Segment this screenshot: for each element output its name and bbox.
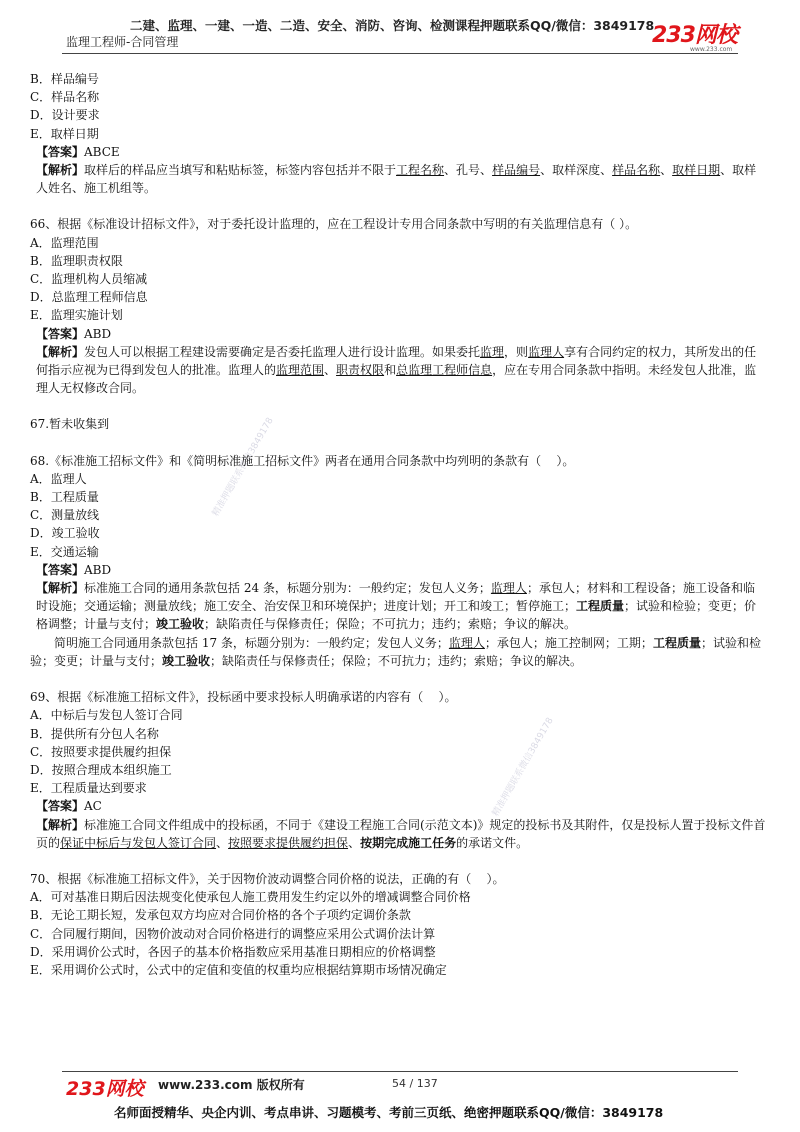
footer-promo: 名师面授精华、央企内训、考点串讲、习题模考、考前三页纸、绝密押题联系QQ/微信：3849178 — [114, 1105, 664, 1120]
option: E．交通运输 — [30, 544, 99, 559]
text-run: 、 — [660, 163, 673, 178]
text-run: ；缺陷责任与保修责任；保险；不可抗力；违约；索赔；争议的解决。 — [210, 653, 583, 668]
text-run: 和 — [384, 363, 397, 378]
option: A．监理范围 — [30, 235, 99, 250]
question-68: 68.《标准施工招标文件》和《简明标准施工招标文件》两者在通用合同条款中均列明的条款有（ ）。 — [30, 453, 575, 468]
underlined-text: 取样日期 — [672, 163, 721, 178]
underlined-text: 保证中标后与发包人签订合同 — [60, 835, 217, 850]
answer-value: AC — [84, 799, 102, 814]
answer-66 — [30, 325, 766, 343]
text-run: 发包人可以根据工程建设需要确定是否委托监理人进行设计监理。如果委托 — [84, 344, 481, 359]
analysis-66 — [30, 343, 766, 398]
footer-copyright: www.233.com 版权所有 — [158, 1078, 305, 1092]
answer-label: 【答案】 — [36, 326, 85, 341]
bold-text: 工程质量 — [652, 635, 701, 650]
site-logo-url: www.233.com — [690, 46, 733, 53]
answer-label: 【答案】 — [36, 562, 85, 577]
text-run: 、孔号、 — [444, 163, 493, 178]
text-run: ，则 — [504, 344, 529, 359]
question-70: 70、根据《标准施工招标文件》，关于因物价波动调整合同价格的说法，正确的有（ ）。 — [30, 871, 505, 886]
answer-label: 【答案】 — [36, 799, 85, 814]
site-logo: 233网校 — [652, 23, 737, 48]
answer-69 — [30, 797, 766, 815]
option: D．采用调价公式时，各因子的基本价格指数应采用基准日期相应的价格调整 — [30, 944, 436, 959]
option: D．按照合理成本组织施工 — [30, 762, 172, 777]
underlined-text: 按照要求提供履约担保 — [228, 835, 349, 850]
footer-logo: 233网校 — [66, 1078, 144, 1100]
option: E．工程质量达到要求 — [30, 781, 147, 796]
document-body — [30, 70, 766, 979]
analysis-label: 【解析】 — [36, 163, 85, 178]
question-69: 69、根据《标准施工招标文件》，投标函中要求投标人明确承诺的内容有（ ）。 — [30, 690, 457, 705]
text-run: 简明施工合同通用条款包括 17 条，标题分别为：一般约定；发包人义务； — [54, 635, 449, 650]
question-66-options — [30, 234, 766, 325]
option: B．样品编号 — [30, 72, 99, 86]
answer-68 — [30, 561, 766, 579]
underlined-text: 职责权限 — [336, 363, 385, 378]
bold-text: 按期完成施工任务 — [360, 835, 457, 850]
text-run: 标准施工合同文件组成中的投标函，不同于《建设工程施工合同(示范文本)》规定的投标书及其附件，仅是投标人置于投标文件首页的 — [36, 817, 766, 850]
question-67: 67.暂未收集到 — [30, 417, 110, 432]
option: E．监理实施计划 — [30, 308, 123, 323]
watermark: 精准押题联系微信3849178 — [210, 416, 276, 519]
question-68-options — [30, 470, 766, 561]
question-69-options — [30, 706, 766, 797]
answer-65 — [30, 143, 766, 161]
analysis-text — [30, 636, 761, 668]
analysis-68-cont — [30, 634, 766, 670]
analysis-text — [36, 818, 765, 850]
underlined-text: 样品名称 — [612, 163, 661, 178]
option: B．提供所有分包人名称 — [30, 726, 159, 741]
option: A．监理人 — [30, 471, 87, 486]
analysis-68 — [30, 579, 766, 634]
bold-text: 工程质量 — [576, 599, 625, 614]
answer-value: ABD — [84, 326, 112, 341]
option: C．按照要求提供履约担保 — [30, 744, 172, 759]
option: D．竣工验收 — [30, 526, 100, 541]
analysis-text — [36, 345, 756, 395]
text-run: 、取样深度、 — [540, 163, 613, 178]
text-run: ；承包人；施工控制网；工期； — [484, 635, 653, 650]
option: E．采用调价公式时，公式中的定值和变值的权重均应根据结算期市场情况确定 — [30, 962, 447, 977]
analysis-label: 【解析】 — [36, 817, 85, 832]
option: B．工程质量 — [30, 490, 99, 505]
analysis-text — [36, 163, 756, 195]
header-promo: 二建、监理、一建、一造、二造、安全、消防、咨询、检测课程押题联系QQ/微信：3849178 — [130, 18, 655, 33]
underlined-text: 监理范围 — [276, 363, 325, 378]
option: A．可对基准日期后因法规变化使承包人施工费用发生约定以外的增减调整合同价格 — [30, 890, 471, 905]
option: C．监理机构人员缩减 — [30, 272, 148, 287]
answer-value: ABCE — [84, 144, 120, 159]
question-70-options — [30, 888, 766, 979]
underlined-text: 监理人 — [448, 635, 485, 650]
bold-text: 竣工验收 — [162, 653, 211, 668]
watermark: 精准押题联系微信3849178 — [490, 716, 556, 819]
answer-value: ABD — [84, 562, 112, 577]
option: D．总监理工程师信息 — [30, 290, 148, 305]
text-run: 、取样人姓名、施工机组等。 — [36, 163, 757, 196]
text-run: 享有合同约定的权力，其所发出的任何指示应视为已得到发包人的批准。监理人的 — [36, 344, 757, 378]
header-divider — [62, 53, 738, 54]
text-run: ；缺陷责任与保修责任；保险；不可抗力；违约；索赔；争议的解决。 — [204, 617, 577, 632]
analysis-label: 【解析】 — [36, 344, 85, 359]
option: C．样品名称 — [30, 90, 100, 105]
underlined-text: 监理人 — [490, 581, 527, 596]
underlined-text: 样品编号 — [492, 163, 541, 178]
analysis-text — [36, 581, 756, 631]
header-subtitle: 监理工程师-合同管理 — [66, 35, 179, 49]
option: E．取样日期 — [30, 126, 99, 141]
option: C．合同履行期间，因物价波动对合同价格进行的调整应采用公式调价法计算 — [30, 926, 436, 941]
text-run: 标准施工合同的通用条款包括 24 条，标题分别为：一般约定；发包人义务； — [84, 581, 491, 596]
underlined-text: 监理 — [480, 344, 505, 359]
text-run: 、 — [348, 835, 361, 850]
option: B．无论工期长短，发承包双方均应对合同价格的各个子项约定调价条款 — [30, 908, 411, 923]
option: C．测量放线 — [30, 508, 100, 523]
question-66: 66、根据《标准设计招标文件》，对于委托设计监理的，应在工程设计专用合同条款中写明的有关监理信息有（ ）。 — [30, 217, 638, 232]
text-run: 、 — [216, 835, 229, 850]
text-run: 取样后的样品应当填写和粘贴标签，标签内容包括并不限于 — [84, 163, 397, 178]
text-run: ；试验和检验；变更；价格调整；计量与支付； — [36, 599, 757, 632]
analysis-label: 【解析】 — [36, 581, 85, 596]
text-run: ；承包人；材料和工程设备；施工设备和临时设施；交通运输；测量放线；施工安全、治安保卫和环境保护；进度计划；开工和竣工；暂停施工； — [36, 581, 755, 614]
bold-text: 竣工验收 — [156, 617, 205, 632]
footer-divider — [62, 1071, 738, 1072]
analysis-69 — [30, 816, 766, 852]
underlined-text: 总监理工程师信息 — [396, 363, 493, 378]
text-run: ；试验和检验；变更；计量与支付； — [30, 635, 761, 668]
option: B．监理职责权限 — [30, 253, 123, 268]
underlined-text: 监理人 — [528, 344, 565, 359]
text-run: 、 — [324, 363, 337, 378]
answer-label: 【答案】 — [36, 144, 85, 159]
underlined-text: 工程名称 — [396, 163, 445, 178]
option: A．中标后与发包人签订合同 — [30, 708, 183, 723]
text-run: ，应在专用合同条款中指明。未经发包人批准，监理人无权修改合同。 — [36, 363, 757, 396]
page-number: 54 / 137 — [392, 1077, 438, 1090]
question-65-options — [30, 70, 766, 143]
analysis-65 — [30, 161, 766, 197]
option: D．设计要求 — [30, 108, 100, 123]
text-run: 的承诺文件。 — [456, 835, 529, 850]
